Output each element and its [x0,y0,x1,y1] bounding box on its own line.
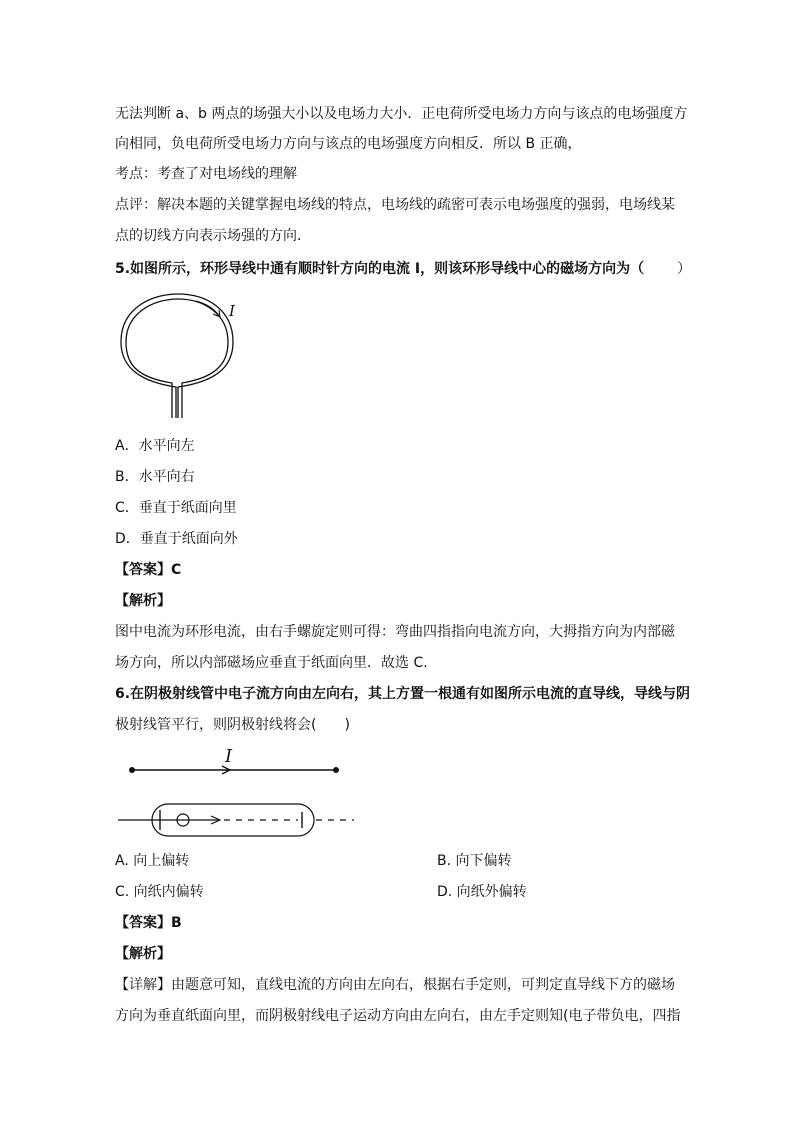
q6-stem-line-2: 极射线管平行，则阴极射线将会( ) [115,717,350,733]
q5-analysis-label: 【解析】 [115,593,171,609]
q6-option-a: A. 向上偏转 [115,853,190,869]
q6-option-c: C. 向纸内偏转 [115,884,204,900]
current-arrow-icon [196,301,220,317]
dianping-line-2: 点的切线方向表示场强的方向． [115,228,311,244]
intro-line-1: 无法判断 a、b 两点的场强大小以及电场力大小．正电荷所受电场力方向与该点的电场强度方 [115,106,688,122]
q6-detail-line-2: 方向为垂直纸面向里，而阴极射线电子运动方向由左向右，由左手定则知(电子带负电，四指 [115,1008,681,1024]
q5-analysis-line-1: 图中电流为环形电流，由右手螺旋定则可得：弯曲四指指向电流方向，大拇指方向为内部磁 [115,624,675,640]
q6-wire-figure [118,745,358,840]
q5-analysis-line-2: 场方向，所以内部磁场应垂直于纸面向里．故选 C. [115,655,428,671]
q6-option-d: D. 向纸外偏转 [437,884,527,900]
q6-stem-line-1: 6.在阴极射线管中电子流方向由左向右，其上方置一根通有如图所示电流的直导线，导线与阴 [115,686,691,702]
q6-detail-line-1: 【详解】由题意可知，直线电流的方向由左向右，根据右手定则，可判定直导线下方的磁场 [115,977,675,993]
kaodian-line: 考点：考查了对电场线的理解 [115,166,297,182]
q5-option-d: D．垂直于纸面向外 [115,531,238,547]
q5-answer: 【答案】C [115,562,182,578]
q6-option-b: B. 向下偏转 [437,853,512,869]
q6-answer: 【答案】B [115,915,182,931]
q6-analysis-label: 【解析】 [115,946,171,962]
dianping-line-1: 点评：解决本题的关键掌握电场线的特点，电场线的疏密可表示电场强度的强弱，电场线某 [115,197,675,213]
q5-option-a: A．水平向左 [115,438,195,454]
q5-stem-close: ） [677,261,691,277]
q5-figure-label: I [229,302,235,320]
q5-option-c: C．垂直于纸面向里 [115,500,237,516]
q5-stem: 5.如图所示，环形导线中通有顺时针方向的电流 I，则该环形导线中心的磁场方向为（ [115,261,645,277]
intro-line-2: 向相同，负电荷所受电场力方向与该点的电场强度方向相反．所以 B 正确， [115,136,582,152]
q6-figure-label: I [225,746,233,767]
q5-ring-figure [120,292,260,422]
q5-option-b: B．水平向右 [115,469,195,485]
